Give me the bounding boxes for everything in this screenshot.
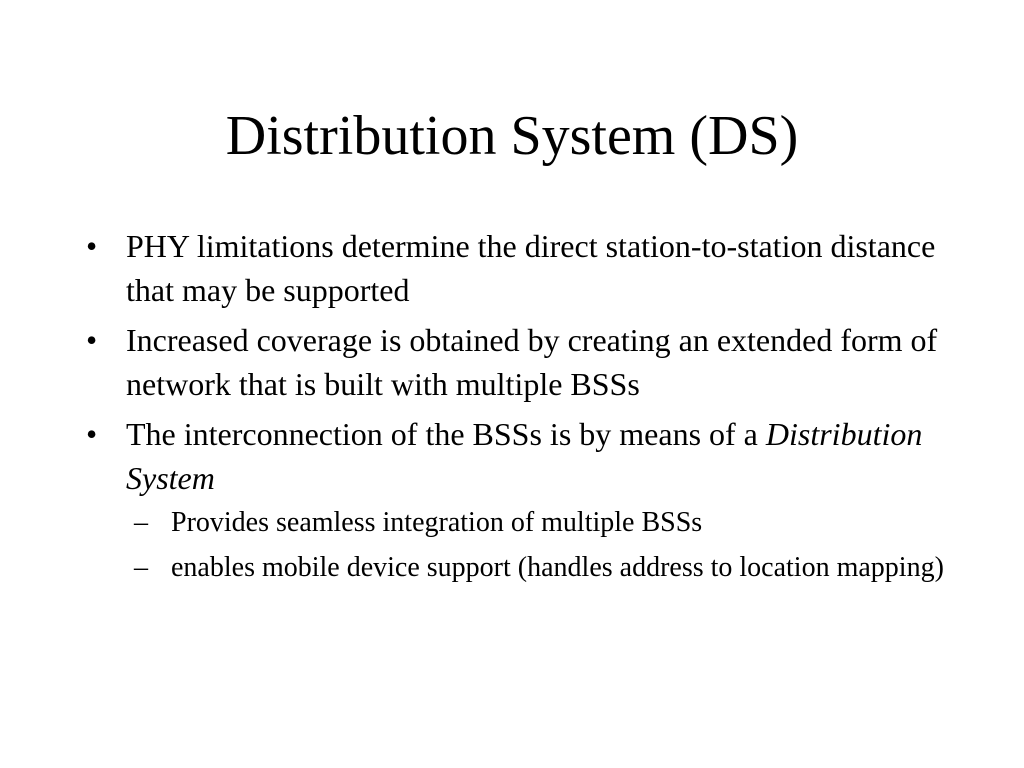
sub-bullet-marker: – [134, 552, 148, 583]
bullet-marker: • [86, 322, 98, 358]
bullet-text: The interconnection of the BSSs is by means of a [126, 416, 758, 452]
slide-title: Distribution System (DS) [225, 105, 799, 167]
bullet-item [86, 224, 946, 312]
sub-bullet-item [126, 549, 946, 586]
bullet-item [86, 318, 946, 406]
sub-bullet-marker: – [134, 507, 148, 538]
bullet-text: PHY limitations determine the direct station-to-station distance that may be supported [126, 228, 936, 308]
sub-bullet-list [126, 504, 946, 586]
bullet-marker: • [86, 416, 98, 452]
bullet-emphasis: Distribution System [126, 416, 923, 496]
sub-bullet-text: enables mobile device support (handles address to location mapping) [171, 552, 944, 583]
sub-bullet-text: Provides seamless integration of multiple BSSs [171, 507, 703, 538]
bullet-marker: • [86, 228, 98, 264]
bullet-list [86, 224, 946, 594]
sub-bullet-item [126, 504, 946, 541]
bullet-text: Increased coverage is obtained by creating an extended form of network that is built with multiple BSSs [126, 322, 938, 402]
bullet-item [86, 412, 946, 586]
